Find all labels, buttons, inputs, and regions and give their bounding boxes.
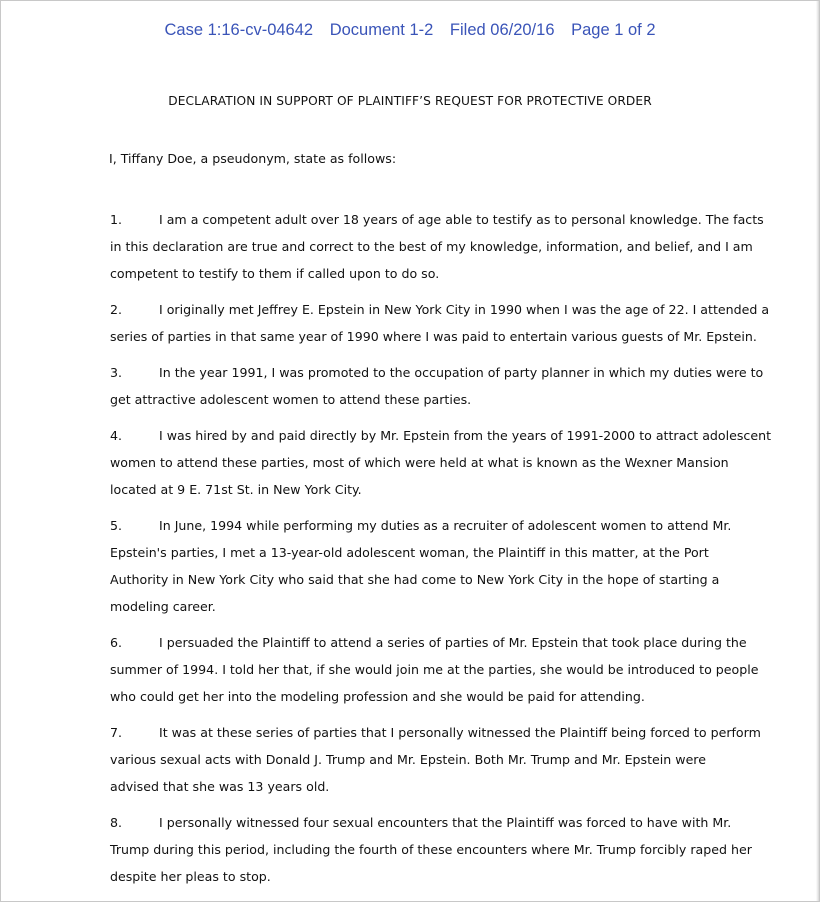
paragraph-text: Trump during this period, including the fourth of these encounters where Mr. Trump forcibly raped her — [110, 842, 752, 857]
paragraph-text: In the year 1991, I was promoted to the occupation of party planner in which my duties were to — [159, 365, 764, 380]
paragraph-text: despite her pleas to stop. — [110, 869, 271, 884]
paragraph-text: I was hired by and paid directly by Mr. Epstein from the years of 1991-2000 to attract adolescent — [159, 428, 772, 443]
paragraph-7 — [110, 719, 761, 800]
paragraph-text: who could get her into the modeling profession and she would be paid for attending. — [110, 689, 645, 704]
paragraph-line — [110, 296, 770, 323]
paragraph-number: 6. — [110, 635, 123, 650]
paragraph-number: 4. — [110, 428, 123, 443]
paragraph-text: It was at these series of parties that I personally witnessed the Plaintiff being forced to perform — [159, 725, 761, 740]
paragraph-text: Authority in New York City who said that she had come to New York City in the hope of starting a — [110, 572, 720, 587]
paragraph-number: 3. — [110, 365, 123, 380]
paragraph-text: modeling career. — [110, 599, 216, 614]
paragraph-number: 8. — [110, 815, 123, 830]
paragraph-number: 1. — [110, 212, 123, 227]
paragraph-text: competent to testify to them if called upon to do so. — [110, 266, 440, 281]
paragraph-text: I originally met Jeffrey E. Epstein in New York City in 1990 when I was the age of 22. I attended a — [159, 302, 770, 317]
paragraph-line — [110, 323, 757, 350]
paragraph-6 — [110, 629, 759, 710]
paragraph-text: Epstein's parties, I met a 13-year-old adolescent woman, the Plaintiff in this matter, at the Port — [110, 545, 709, 560]
paragraph-5 — [110, 512, 750, 620]
paragraph-line — [110, 539, 750, 566]
paragraph-number: 7. — [110, 725, 123, 740]
paragraph-line — [110, 683, 750, 710]
paragraph-line — [110, 746, 750, 773]
paragraph-number: 2. — [110, 302, 123, 317]
paragraph-4 — [110, 422, 772, 503]
paragraph-line — [110, 593, 750, 620]
filed-date: Filed 06/20/16 — [449, 21, 555, 39]
paragraph-line — [110, 629, 750, 656]
paragraph-text: I personally witnessed four sexual encounters that the Plaintiff was forced to have with Mr. — [159, 815, 732, 830]
paragraph-number: 5. — [110, 518, 123, 533]
document-number: Document 1-2 — [329, 21, 434, 39]
paragraph-line — [110, 233, 753, 260]
page-edge — [816, 1, 819, 901]
document-title: DECLARATION IN SUPPORT OF PLAINTIFF’S REQUEST FOR PROTECTIVE ORDER — [168, 94, 652, 108]
paragraph-line — [110, 260, 750, 287]
paragraph-line — [110, 476, 750, 503]
paragraph-text: various sexual acts with Donald J. Trump and Mr. Epstein. Both Mr. Trump and Mr. Epstein were — [110, 752, 706, 767]
paragraph-text: located at 9 E. 71st St. in New York City. — [110, 482, 362, 497]
paragraph-line — [110, 566, 750, 593]
paragraph-text: get attractive adolescent women to attend these parties. — [110, 392, 472, 407]
paragraph-line — [110, 386, 750, 413]
paragraph-line — [110, 359, 764, 386]
numbered-paragraphs — [110, 206, 772, 899]
paragraph-text: summer of 1994. I told her that, if she would join me at the parties, she would be introduced to people — [110, 662, 759, 677]
page-indicator: Page 1 of 2 — [571, 21, 656, 39]
case-number: Case 1:16-cv-04642 — [164, 21, 314, 39]
paragraph-text: advised that she was 13 years old. — [110, 779, 330, 794]
paragraph-2 — [110, 296, 770, 350]
paragraph-text: in this declaration are true and correct to the best of my knowledge, information, and belief, and I am — [110, 239, 753, 254]
paragraph-8 — [110, 809, 750, 890]
paragraph-line — [110, 206, 764, 233]
court-filing-header — [1, 21, 819, 40]
paragraph-text: I persuaded the Plaintiff to attend a series of parties of Mr. Epstein that took place during the — [159, 635, 747, 650]
paragraph-line — [110, 773, 750, 800]
paragraph-line — [110, 512, 750, 539]
paragraph-line — [110, 422, 772, 449]
paragraph-1 — [110, 206, 764, 287]
paragraph-3 — [110, 359, 764, 413]
paragraph-line — [110, 863, 750, 890]
paragraph-line — [110, 449, 750, 476]
paragraph-text: women to attend these parties, most of which were held at what is known as the Wexner Mansion — [110, 455, 729, 470]
intro-statement: I, Tiffany Doe, a pseudonym, state as follows: — [109, 151, 397, 166]
paragraph-text: series of parties in that same year of 1990 where I was paid to entertain various guests of Mr. Epstein. — [110, 329, 757, 344]
paragraph-text: I am a competent adult over 18 years of age able to testify as to personal knowledge. The facts — [159, 212, 764, 227]
paragraph-line — [110, 656, 759, 683]
paragraph-line — [110, 809, 750, 836]
paragraph-line — [110, 836, 750, 863]
paragraph-text: In June, 1994 while performing my duties as a recruiter of adolescent women to attend Mr. — [159, 518, 732, 533]
paragraph-line — [110, 719, 761, 746]
